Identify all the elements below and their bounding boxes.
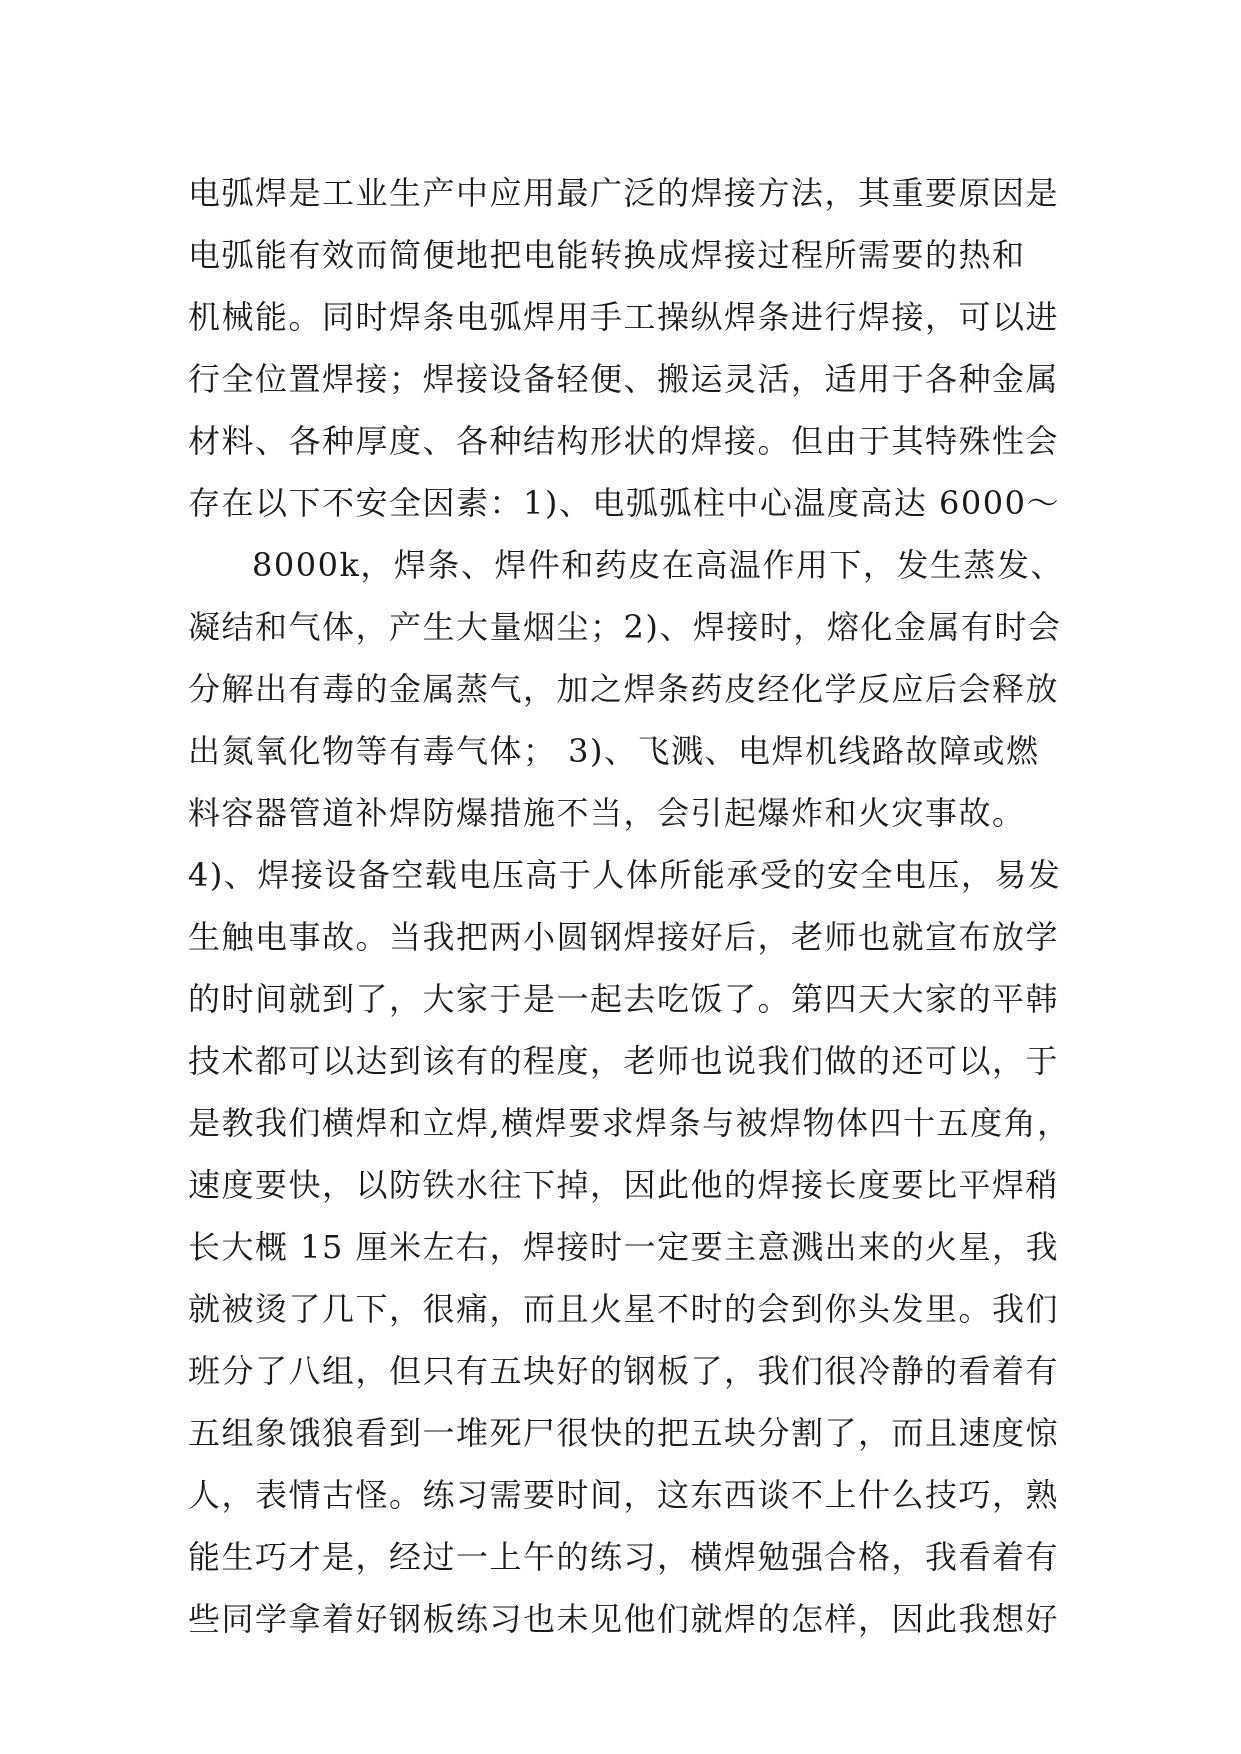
text-line: 料容器管道补焊防爆措施不当，会引起爆炸和火灾事故。 [188, 794, 1026, 832]
text-line: 就被烫了几下，很痛，而且火星不时的会到你头发里。我们 [188, 1290, 1060, 1328]
text-line: 班分了八组，但只有五块好的钢板了，我们很冷静的看着有 [188, 1352, 1060, 1390]
text-line: 材料、各种厚度、各种结构形状的焊接。但由于其特殊性会 [188, 422, 1060, 460]
text-line: 技术都可以达到该有的程度，老师也说我们做的还可以，于 [188, 1042, 1060, 1080]
text-line: 五组象饿狼看到一堆死尸很快的把五块分割了，而且速度惊 [188, 1414, 1060, 1452]
text-line: 电弧焊是工业生产中应用最广泛的焊接方法，其重要原因是 [188, 174, 1060, 212]
text-line: 能生巧才是，经过一上午的练习，横焊勉强合格，我看着有 [188, 1538, 1060, 1576]
text-line: 是教我们横焊和立焊,横焊要求焊条与被焊物体四十五度角， [188, 1104, 1071, 1142]
text-line: 电弧能有效而简便地把电能转换成焊接过程所需要的热和 [188, 236, 1026, 274]
body-text [188, 162, 1071, 1650]
text-line: 的时间就到了，大家于是一起去吃饭了。第四天大家的平韩 [188, 980, 1060, 1018]
text-line: 机械能。同时焊条电弧焊用手工操纵焊条进行焊接，可以进 [188, 298, 1060, 336]
text-line: 速度要快，以防铁水往下掉，因此他的焊接长度要比平焊稍 [188, 1166, 1060, 1204]
text-line: 分解出有毒的金属蒸气，加之焊条药皮经化学反应后会释放 [188, 670, 1060, 708]
text-line: 生触电事故。当我把两小圆钢焊接好后，老师也就宣布放学 [188, 918, 1060, 956]
text-line: 4)、焊接设备空载电压高于人体所能承受的安全电压，易发 [188, 856, 1062, 894]
text-line: 行全位置焊接；焊接设备轻便、搬运灵活，适用于各种金属 [188, 360, 1060, 398]
text-line: 凝结和气体，产生大量烟尘；2)、焊接时，熔化金属有时会 [188, 608, 1062, 646]
text-line: 些同学拿着好钢板练习也未见他们就焊的怎样，因此我想好 [188, 1600, 1060, 1638]
text-line-indented: 8000k，焊条、焊件和药皮在高温作用下，发生蒸发、 [252, 546, 1064, 584]
text-line: 存在以下不安全因素：1)、电弧弧柱中心温度高达 6000～ [188, 484, 1060, 522]
text-line: 出氮氧化物等有毒气体； 3)、飞溅、电焊机线路故障或燃 [188, 732, 1040, 770]
text-line: 人，表情古怪。练习需要时间，这东西谈不上什么技巧，熟 [188, 1476, 1060, 1514]
text-line: 长大概 15 厘米左右，焊接时一定要主意溅出来的火星，我 [188, 1228, 1060, 1266]
